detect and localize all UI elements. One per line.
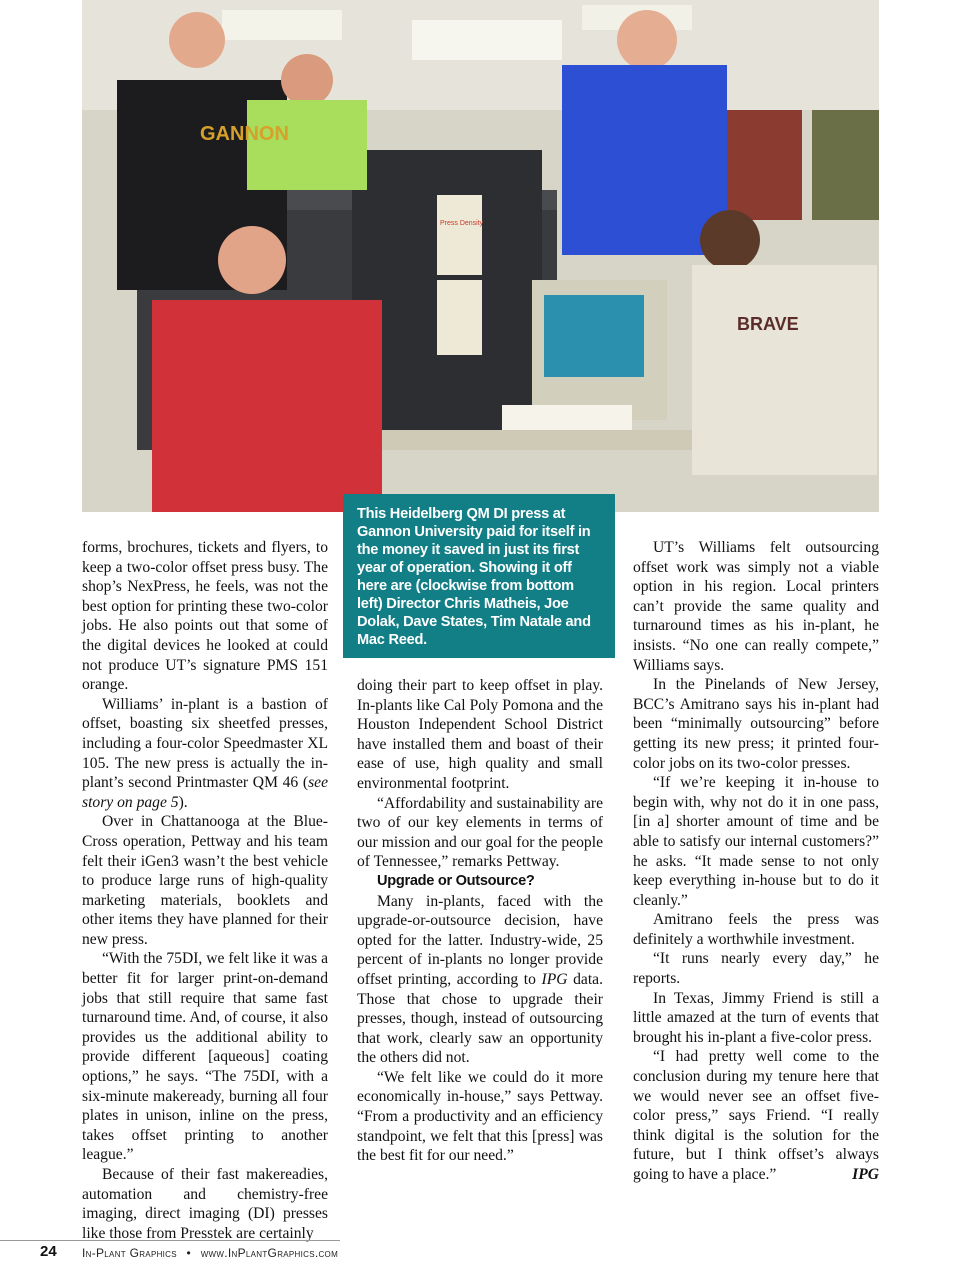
article-paragraph: “With the 75DI, we felt like it was a better fit for larger print-on-demand jobs that still require that same fast turnaround time. And, of course, it also provides us the additional ability to provide different [aqueous] coating options,” he says. “The 75DI, with a six-minute makeready, burning all four plates in unison, inline on the press, takes offset printing to another league.” [82,950,328,1164]
article-paragraph: “If we’re keeping it in-house to begin with, why not do it in one pass, [in a] shorter amount of time and be able to satisfy our internal customers?” he asks. “It made sense to not only keep everything in-house but to do it cleanly.” [633,774,879,909]
article-column-left [82,538,328,1243]
publication-name: In-Plant Graphics [82,1246,177,1260]
article-paragraph: “We felt like we could do it more economically in-house,” says Pettway. “From a productivity and an efficiency standpoint, we felt that this [press] was the best fit for our need.” [357,1068,603,1165]
article-paragraph: forms, brochures, tickets and flyers, to keep a two-color offset press busy. The shop’s NexPress, he feels, was not the best option for printing these two-color jobs. He also points out that some of the digital devices he looked at could not produce UT’s signature PMS 151 orange. [82,539,328,694]
article-paragraph: doing their part to keep offset in play. In-plants like Cal Poly Pomona and the Houston Independent School District have installed them and boast of their ease of use, high quality and small environmental footprint. [357,677,603,792]
press-label: Press Density [440,220,484,227]
section-subhead: Upgrade or Outsource? [377,872,535,889]
article-paragraph: Amitrano feels the press was definitely a worthwhile investment. [633,911,879,948]
article-column-right [633,538,879,1185]
publication-line [82,1246,338,1260]
paragraph-text: Williams’ in-plant is a bastion of offset, boasting six sheetfed presses, including a four-color Speedmaster XL 105. The new press is actually the in-plant’s second Printmaster QM 46 ( [82,695,328,792]
article-paragraph [82,695,328,813]
article-signature: IPG [852,1166,879,1183]
photo-caption: This Heidelberg QM DI press at Gannon University paid for itself in the money it saved in just its first year of operation. Showing it off here are (clockwise from bottom left) Director Chris Matheis, Joe Dolak, Dave States, Tim Natale and Mac Reed. [343,494,615,658]
footer-separator: • [186,1246,192,1260]
page-footer [0,1240,340,1271]
article-paragraph: “It runs nearly every day,” he reports. [633,950,879,988]
article-photo [82,0,879,512]
paragraph-text: Many in-plants, faced with the upgrade-or-outsource decision, have opted for the latter. Industry-wide, 25 percent of in-plants no longer provide offset printing, according to [357,892,603,988]
shirt-text-right: BRAVE [737,314,799,334]
article-paragraph [357,892,603,1068]
paragraph-text: data. Those that chose to upgrade their presses, though, instead of outsourcing that work, clearly saw an opportunity the others did not. [357,970,603,1067]
publication-url[interactable]: www.InPlantGraphics.com [200,1246,339,1260]
paragraph-text: “I had pretty well come to the conclusion during my tenure here that we would never see an offset five-color press,” says Friend. “I really think digital is the solution for the future, but I think offset’s always going to have a place.” [633,1048,879,1183]
article-column-middle [357,676,603,1166]
article-paragraph: Over in Chattanooga at the Blue-Cross operation, Pettway and his team felt their iGen3 wasn’t the best vehicle to produce large runs of high-quality marketing materials, booklets and other items they have planned for their new press. [82,813,328,948]
page-number: 24 [40,1243,57,1260]
press-team-photo [82,0,879,512]
article-paragraph: In the Pinelands of New Jersey, BCC’s Amitrano says his in-plant had been “minimally outsourcing” before getting its new press; it printed four-color jobs on its two-color presses. [633,676,879,772]
article-paragraph: Because of their fast makereadies, automation and chemistry-free imaging, direct imaging (DI) presses like those from Presstek are certainly [82,1166,328,1242]
article-paragraph: In Texas, Jimmy Friend is still a little amazed at the turn of events that brought his in-plant a five-color press. [633,989,879,1046]
article-paragraph: UT’s Williams felt outsourcing offset work was simply not a viable option in his region. Local printers can’t provide the same quality and turnaround times as his in-plant, he insists. “No one can really compete,” Williams says. [633,539,879,674]
paragraph-text: ). [178,793,188,811]
article-paragraph: “Affordability and sustainability are two of our key elements in terms of our mission and our goal for the people of Tennessee,” remarks Pettway. [357,794,603,871]
article-paragraph [633,1047,879,1184]
paragraph-italic: see story on page 5 [82,774,328,811]
paragraph-italic: IPG [541,970,568,988]
shirt-text-left: GANNON [200,123,289,145]
